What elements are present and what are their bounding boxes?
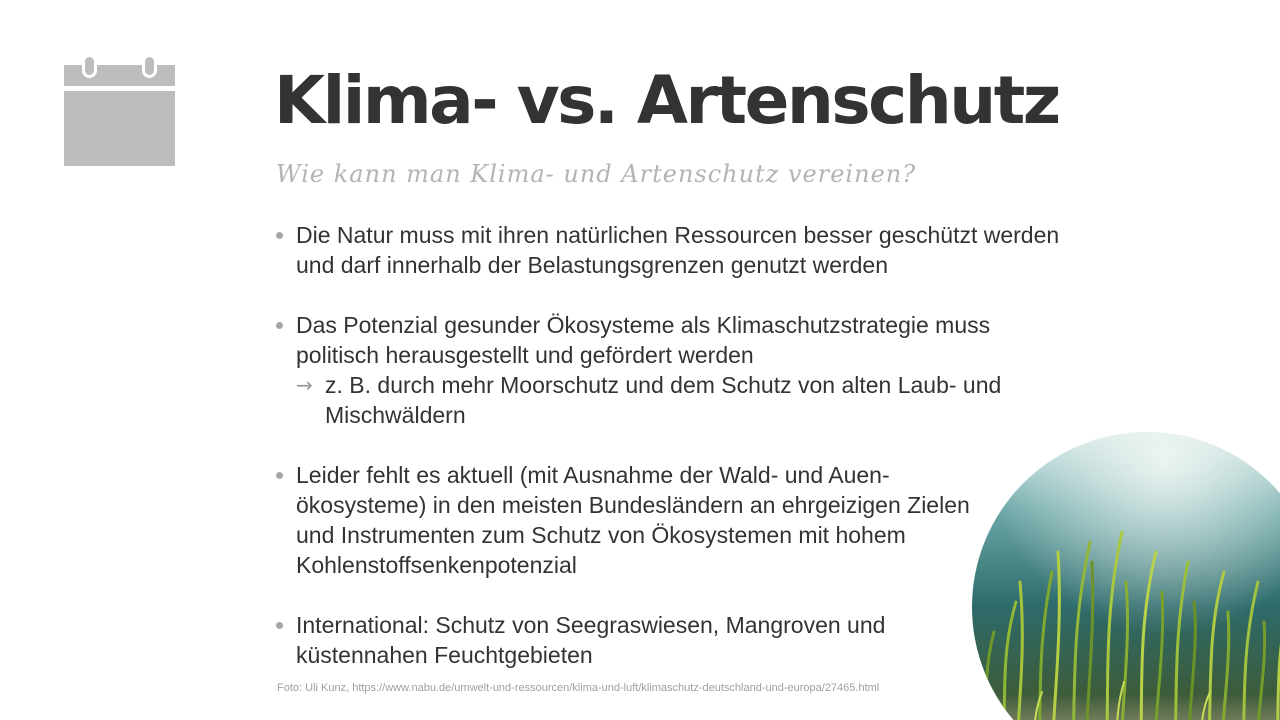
bullet-dot-icon [276, 322, 283, 329]
slide-title: Klima- vs. Artenschutz [274, 62, 1059, 139]
bullet-text: Die Natur muss mit ihren natürlichen Ressourcen besser geschützt werden und darf innerhalb der Belastungsgrenzen genutzt werden [296, 222, 1060, 278]
bullet-text: Leider fehlt es aktuell (mit Ausnahme der Wald- und Auen-ökosysteme) in den meisten Bundesländern an ehrgeizigen Zielen und Instrumenten zum Schutz von Ökosystemen mit hohem Kohlenstoffsenkenpotenzial [296, 462, 970, 578]
seagrass-photo [972, 432, 1280, 720]
bullet-item [276, 610, 1066, 670]
slide-subtitle: Wie kann man Klima- und Artenschutz vereinen? [276, 160, 917, 188]
bullet-dot-icon [276, 622, 283, 629]
arrow-right-icon: → [296, 373, 313, 397]
bullet-dot-icon [276, 472, 283, 479]
bullet-item [276, 220, 1066, 280]
calendar-icon [64, 54, 175, 166]
bullet-text: International: Schutz von Seegraswiesen, Mangroven und küstennahen Feuchtgebieten [296, 612, 886, 668]
bullet-item [276, 310, 1066, 430]
bullet-item [276, 460, 1066, 580]
sub-point-text: z. B. durch mehr Moorschutz und dem Schutz von alten Laub- und Mischwäldern [325, 372, 1002, 428]
bullet-list [276, 220, 1066, 700]
sub-point [296, 370, 1066, 430]
bullet-text: Das Potenzial gesunder Ökosysteme als Klimaschutzstrategie muss politisch herausgestellt und gefördert werden [296, 312, 991, 368]
photo-caption: Foto: Uli Kunz, https://www.nabu.de/umwelt-und-ressourcen/klima-und-luft/klimaschutz-deutschland-und-europa/27465.html [277, 682, 880, 694]
bullet-dot-icon [276, 232, 283, 239]
